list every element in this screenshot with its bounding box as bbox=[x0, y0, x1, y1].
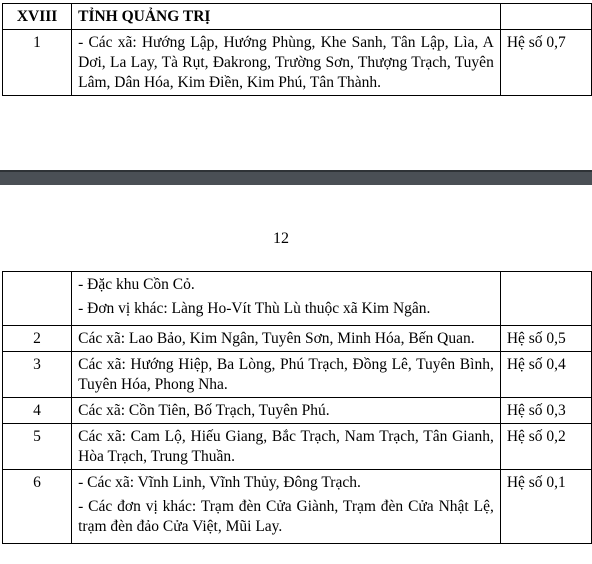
row-number: 1 bbox=[3, 30, 72, 96]
row-number: 4 bbox=[3, 398, 72, 424]
section-header-row bbox=[3, 4, 592, 30]
row-number: 3 bbox=[3, 352, 72, 398]
section-coef-empty bbox=[500, 4, 591, 30]
row-text: Các xã: Hướng Hiệp, Ba Lòng, Phú Trạch, Đồng Lê, Tuyên Bình, Tuyên Hóa, Phong Nha. bbox=[72, 352, 501, 398]
row-coefficient: Hệ số 0,4 bbox=[500, 352, 591, 398]
row-coefficient-empty bbox=[500, 272, 591, 326]
row-text: Các xã: Cồn Tiên, Bố Trạch, Tuyên Phú. bbox=[72, 398, 501, 424]
table-row bbox=[3, 470, 592, 544]
row-text: Các xã: Cam Lộ, Hiếu Giang, Bắc Trạch, Nam Trạch, Tân Gianh, Hòa Trạch, Trung Thuần. bbox=[72, 424, 501, 470]
section-number: XVIII bbox=[3, 4, 72, 30]
table-row bbox=[3, 326, 592, 352]
row-number-empty bbox=[3, 272, 72, 326]
row-text: Các xã: Lao Bảo, Kim Ngân, Tuyên Sơn, Minh Hóa, Bến Quan. bbox=[72, 326, 501, 352]
section-title: TỈNH QUẢNG TRỊ bbox=[72, 4, 501, 30]
table-row bbox=[3, 352, 592, 398]
row-number: 2 bbox=[3, 326, 72, 352]
text-line: - Đơn vị khác: Làng Ho-Vít Thù Lù thuộc xã Kim Ngân. bbox=[78, 300, 431, 317]
row-coefficient: Hệ số 0,5 bbox=[500, 326, 591, 352]
row-coefficient: Hệ số 0,2 bbox=[500, 424, 591, 470]
text-line: - Các đơn vị khác: Trạm đèn Cửa Giành, Trạm đèn Cửa Nhật Lệ, trạm đèn đảo Cửa Việt, Mũi Lay. bbox=[78, 498, 494, 535]
page-break-divider bbox=[0, 170, 592, 185]
row-number: 5 bbox=[3, 424, 72, 470]
row-coefficient: Hệ số 0,1 bbox=[500, 470, 591, 544]
row-text bbox=[72, 470, 501, 544]
page-number: 12 bbox=[273, 230, 289, 247]
table-row bbox=[3, 424, 592, 470]
row-text: - Các xã: Hướng Lập, Hướng Phùng, Khe Sanh, Tân Lập, Lìa, A Dơi, La Lay, Tà Rụt, Đakrong, Trường Sơn, Thượng Trạch, Tuyên Lâm, Dân Hóa, Kim Điền, Kim Phú, Tân Thành. bbox=[72, 30, 501, 96]
row-number: 6 bbox=[3, 470, 72, 544]
text-line: - Đặc khu Cồn Cỏ. bbox=[78, 276, 195, 293]
province-table-top bbox=[2, 3, 592, 96]
row-coefficient: Hệ số 0,7 bbox=[500, 30, 591, 96]
text-line: - Các xã: Vĩnh Linh, Vĩnh Thủy, Đông Trạch. bbox=[78, 474, 361, 491]
table-row bbox=[3, 398, 592, 424]
table-row bbox=[3, 30, 592, 96]
table-row-continuation bbox=[3, 272, 592, 326]
row-text bbox=[72, 272, 501, 326]
province-table-bottom bbox=[2, 271, 592, 544]
row-coefficient: Hệ số 0,3 bbox=[500, 398, 591, 424]
